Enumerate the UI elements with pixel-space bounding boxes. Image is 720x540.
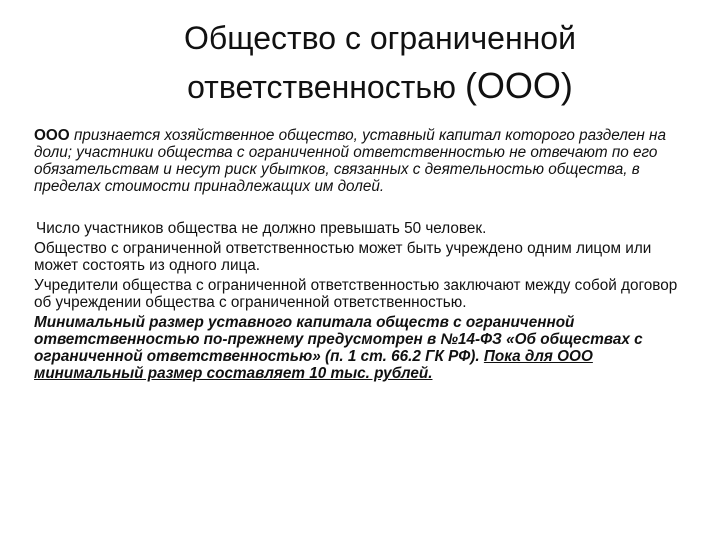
slide-title [100,14,660,111]
minimum-capital-text: Минимальный размер уставного капитала обществ с ограниченной ответственностью по-прежнему предусмотрен в №14-ФЗ «Об обществах с ограниченной ответственностью» (п. 1 ст. 66.2 ГК РФ). [34,314,643,365]
definition-term: ООО [34,127,70,144]
participants-limit-paragraph: Число участников общества не должно превышать 50 человек. [36,220,487,237]
title-line-2 [100,62,660,111]
definition-paragraph [34,127,689,195]
single-founder-paragraph: Общество с ограниченной ответственностью может быть учреждено одним лицом или может состоять из одного лица. [34,240,652,274]
title-line-2-main: ответственностью [187,69,465,105]
definition-text: признается хозяйственное общество, уставный капитал которого разделен на доли; участники общества с ограниченной ответственностью не отвечают по его обязательствам и несут риск убытков, связанных с деятельностью общества, в пределах стоимости принадлежащих им долей. [34,127,666,195]
slide-body [34,127,689,382]
title-abbreviation: (ООО) [464,65,573,106]
founders-agreement-paragraph: Учредители общества с ограниченной ответственностью заключают между собой договор об учреждении общества с ограниченной ответственностью. [34,277,678,311]
minimum-capital-amount: Пока для ООО минимальный размер составляет 10 тыс. рублей. [34,348,593,382]
minimum-capital-paragraph [34,314,689,382]
paragraph-spacer [34,195,689,220]
title-line-1: Общество с ограниченной [184,20,576,56]
